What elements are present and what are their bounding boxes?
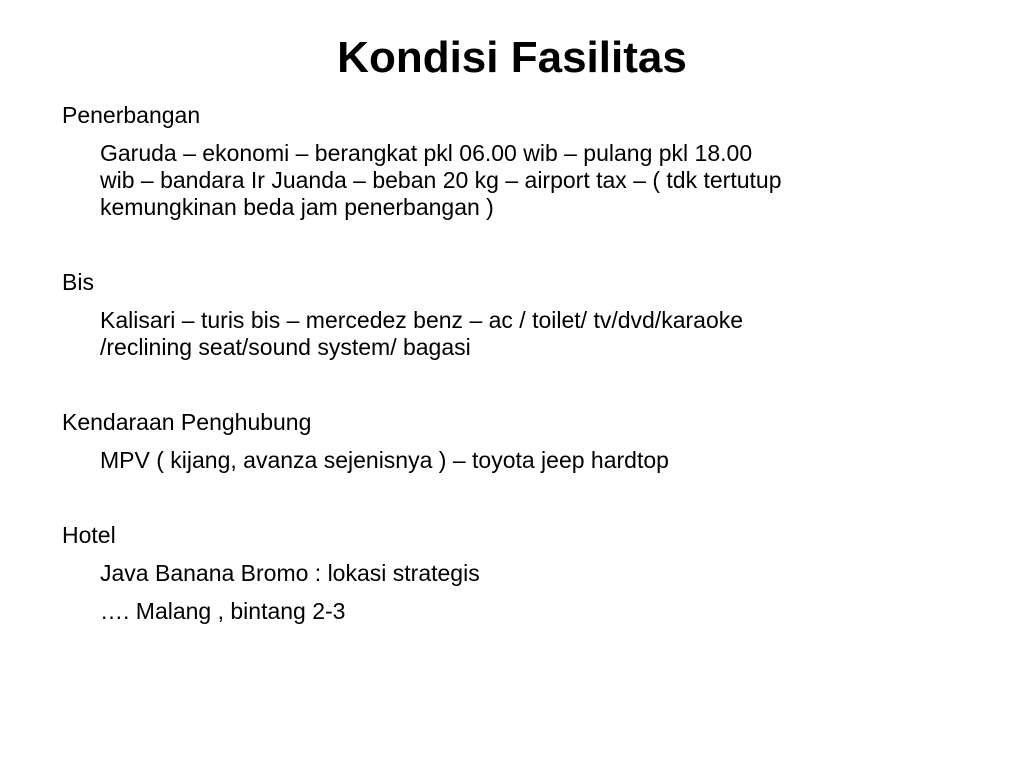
section-heading: Hotel <box>62 522 116 548</box>
section-detail: MPV ( kijang, avanza sejenisnya ) – toyota jeep hardtop <box>100 447 669 473</box>
section-heading: Kendaraan Penghubung <box>62 409 312 435</box>
slide-content <box>62 102 962 625</box>
section-heading: Bis <box>62 269 94 295</box>
section-penerbangan <box>62 102 962 221</box>
slide-title: Kondisi Fasilitas <box>337 33 687 82</box>
section-hotel <box>62 522 962 625</box>
section-detail: Kalisari – turis bis – mercedez benz – ac / toilet/ tv/dvd/karaoke /reclining seat/sound system/ bagasi <box>100 307 744 360</box>
section-detail: …. Malang , bintang 2-3 <box>100 598 346 624</box>
section-detail: Garuda – ekonomi – berangkat pkl 06.00 wib – pulang pkl 18.00 wib – bandara Ir Juanda – beban 20 kg – airport tax – ( tdk tertutup kemungkinan beda jam penerbangan ) <box>100 140 782 220</box>
section-bis <box>62 269 962 361</box>
section-heading: Penerbangan <box>62 102 201 128</box>
section-detail: Java Banana Bromo : lokasi strategis <box>100 560 480 586</box>
section-kendaraan-penghubung <box>62 409 962 474</box>
